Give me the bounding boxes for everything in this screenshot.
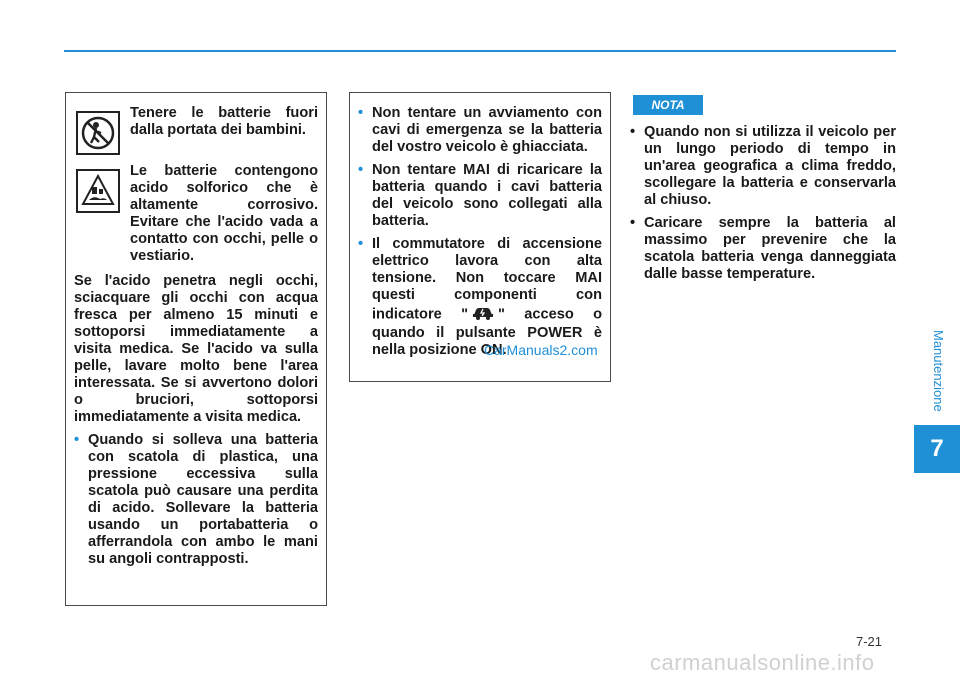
list-item: • Quando non si utilizza il veicolo per un lungo periodo di tempo in un'area geografica a clima freddo, scollegare la batteria e conservarla al chiuso. — [630, 124, 896, 208]
list-item: • Il commutatore di accensione elettrico lavora con alta tensione. Non toccare MAI questi componenti con indicatore " " acceso o quando il pulsante POWER è nella posizione ON. — [358, 236, 602, 358]
warning-row-children — [74, 105, 318, 155]
page-number: 7-21 — [856, 634, 883, 649]
warning-row-acid — [74, 163, 318, 265]
warning-text: Tenere le batterie fuori dalla portata dei bambini. — [130, 105, 318, 138]
high-voltage-vehicle-icon — [471, 304, 495, 325]
acid-first-aid-paragraph: Se l'acido penetra negli occhi, sciacquare gli occhi con acqua fresca per almeno 15 minuti e sottoporsi immediatamente a visita medica. Se l'acido va sulla pelle, lavare molto bene l'area interessata. Se si avvertono dolori o bruciori, sottoporsi immediatamente a visita medica. — [74, 273, 318, 425]
chapter-tab: 7 — [914, 425, 960, 473]
warning-box-jump-start — [349, 92, 611, 382]
bullet-icon: • — [74, 432, 80, 448]
bullet-icon: • — [358, 105, 364, 121]
bullet-icon: • — [630, 124, 636, 140]
warning-text: Le batterie contengono acido solforico che è altamente corrosivo. Evitare che l'acido vada a contatto con occhi, pelle o vestiario. — [130, 163, 318, 264]
bullet-icon: • — [358, 162, 364, 178]
warning-box-battery-handling — [65, 92, 327, 606]
bullet-icon: • — [630, 215, 636, 231]
section-label: Manutenzione — [931, 330, 946, 412]
corrosive-acid-icon — [76, 169, 120, 213]
bullet-icon: • — [358, 236, 364, 252]
note-badge: NOTA — [633, 95, 703, 115]
list-item: • Non tentare un avviamento con cavi di emergenza se la batteria del vostro veicolo è ghiacciata. — [358, 105, 602, 155]
note-section — [630, 124, 896, 289]
list-item: • Quando si solleva una batteria con scatola di plastica, una pressione eccessiva sulla scatola può causare una perdita di acido. Sollevare la batteria usando un portabatteria o afferrandola con ambo le mani su angoli contrapposti. — [74, 432, 318, 567]
watermark-middle: CarManuals2.com — [484, 342, 598, 358]
list-item: • Caricare sempre la batteria al massimo per prevenire che la scatola batteria venga danneggiata dalle basse temperature. — [630, 215, 896, 282]
list-item: • Non tentare MAI di ricaricare la batteria quando i cavi batteria del veicolo sono collegati alla batteria. — [358, 162, 602, 229]
watermark-bottom: carmanualsonline.info — [650, 650, 875, 675]
keep-away-from-children-icon — [76, 111, 120, 155]
header-rule — [64, 50, 896, 52]
